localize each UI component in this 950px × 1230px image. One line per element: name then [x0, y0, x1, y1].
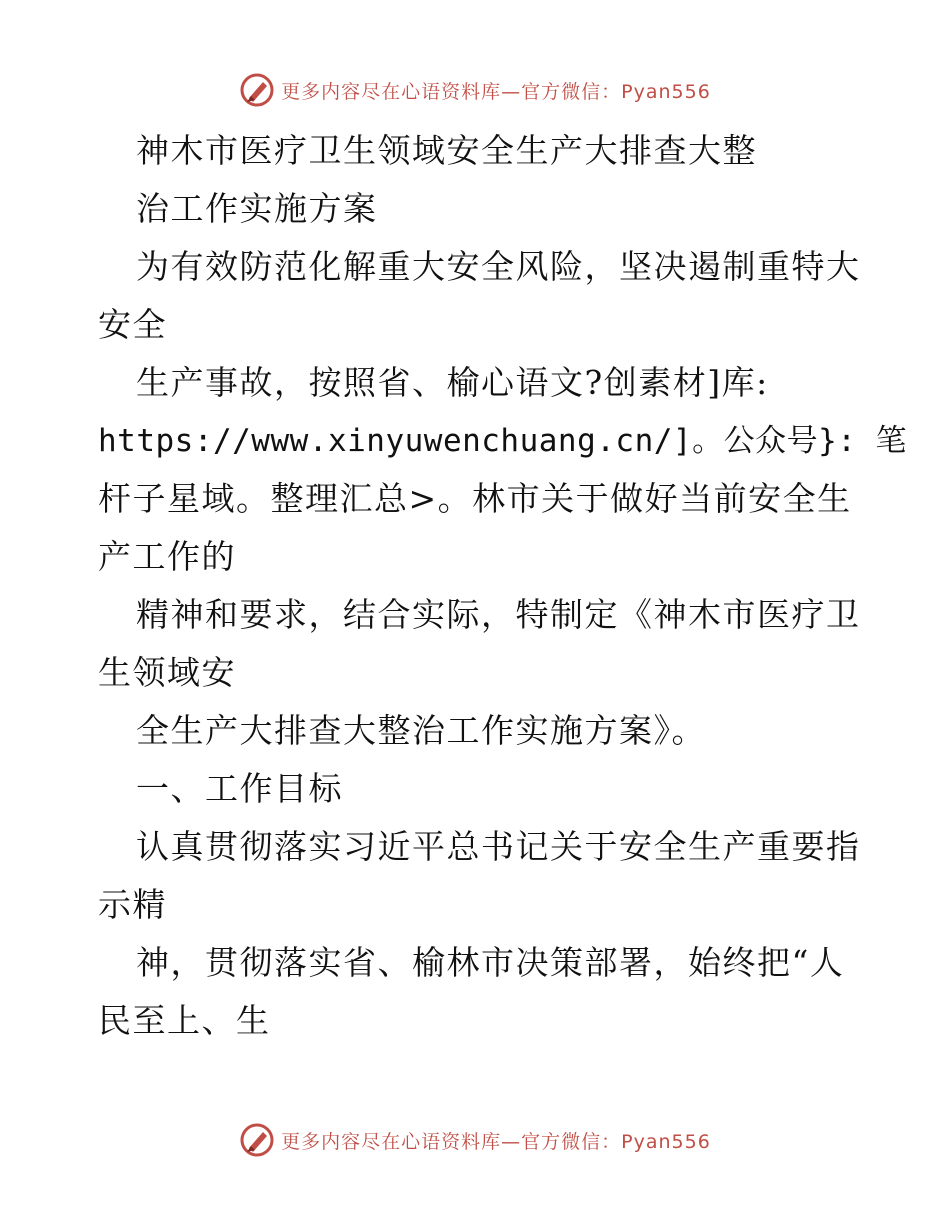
text-line: 安全 — [98, 305, 167, 344]
header-watermark-banner — [0, 70, 950, 110]
text-line: 认真贯彻落实习近平总书记关于安全生产重要指 — [136, 827, 861, 866]
pen-logo-icon — [239, 72, 275, 108]
text-line: 全生产大排查大整治工作实施方案》。 — [136, 711, 706, 750]
text-line: 神，贯彻落实省、榆林市决策部署，始终把“人 — [136, 943, 845, 982]
text-line: 一、工作目标 — [136, 769, 343, 808]
text-line: 生产事故，按照省、榆心语文?创素材]库: — [136, 363, 769, 402]
text-line: 生领域安 — [98, 653, 236, 692]
pen-logo-icon — [239, 1122, 275, 1158]
text-line: 示精 — [98, 885, 167, 924]
document-body — [98, 122, 908, 1050]
banner-text: 更多内容尽在心语资料库—官方微信：Pyan556 — [281, 1130, 711, 1153]
text-line: 杆子星域。整理汇总>。林市关于做好当前安全生 — [98, 479, 852, 518]
text-line: https://www.xinyuwenchuang.cn/]。公众号}: 笔 — [98, 423, 908, 459]
text-line: 为有效防范化解重大安全风险，坚决遏制重特大 — [136, 247, 861, 286]
text-line: 民至上、生 — [98, 1001, 271, 1040]
text-line: 神木市医疗卫生领域安全生产大排查大整 — [136, 131, 757, 170]
banner-text: 更多内容尽在心语资料库—官方微信：Pyan556 — [281, 80, 711, 103]
text-line: 治工作实施方案 — [136, 189, 378, 228]
text-line: 精神和要求，结合实际，特制定《神木市医疗卫 — [136, 595, 861, 634]
footer-watermark-banner — [0, 1120, 950, 1160]
text-line: 产工作的 — [98, 537, 236, 576]
